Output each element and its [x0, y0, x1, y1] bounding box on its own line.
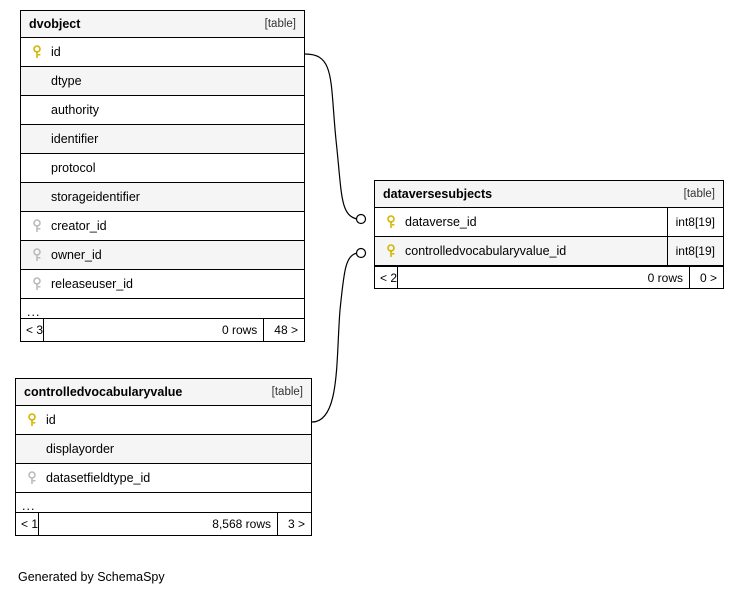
table-header: [375, 181, 723, 208]
column-name: storageidentifier: [51, 190, 140, 204]
row-count: 0 rows: [43, 319, 264, 341]
table-row[interactable]: [21, 125, 304, 154]
table-row[interactable]: [21, 212, 304, 241]
foreign-key-icon: [29, 219, 45, 233]
row-count: 0 rows: [397, 267, 690, 288]
row-count: 8,568 rows: [38, 513, 278, 535]
column-name: id: [46, 413, 56, 427]
table-type-tag: [table]: [271, 386, 303, 398]
more-columns-indicator: ...: [16, 493, 311, 513]
table-row[interactable]: [16, 406, 311, 435]
parent-relations-count[interactable]: < 3: [26, 323, 44, 337]
child-relations-count[interactable]: 3 >: [287, 517, 305, 531]
column-name: datasetfieldtype_id: [46, 471, 151, 485]
table-title: dataversesubjects: [383, 187, 493, 201]
column-type: int8[19]: [667, 208, 723, 236]
table-row[interactable]: [21, 183, 304, 212]
primary-key-icon: [383, 215, 399, 229]
table-title: dvobject: [29, 17, 81, 31]
table-header: [16, 379, 311, 406]
child-relations-count[interactable]: 48 >: [274, 323, 298, 337]
table-row[interactable]: [375, 237, 723, 266]
parent-relations-count[interactable]: < 1: [21, 517, 39, 531]
column-name: dtype: [51, 74, 82, 88]
column-name: id: [51, 45, 61, 59]
foreign-key-icon: [29, 248, 45, 262]
edge-controlledvocabularyvalue-dataversesubjects: [312, 253, 357, 422]
table-footer: [375, 266, 723, 288]
table-row[interactable]: [21, 96, 304, 125]
column-name: releaseuser_id: [51, 277, 133, 291]
primary-key-icon: [24, 413, 40, 427]
column-name: controlledvocabularyvalue_id: [405, 244, 567, 258]
table-footer: [16, 513, 311, 535]
table-row[interactable]: [375, 208, 723, 237]
edge-endpoint-circle: [357, 249, 366, 258]
diagram-caption: Generated by SchemaSpy: [18, 570, 165, 584]
column-name: dataverse_id: [405, 215, 477, 229]
parent-relations-count[interactable]: < 2: [380, 270, 398, 285]
column-type: int8[19]: [667, 237, 723, 265]
table-dataversesubjects[interactable]: [374, 180, 724, 289]
foreign-key-icon: [29, 277, 45, 291]
table-header: [21, 11, 304, 38]
table-type-tag: [table]: [264, 18, 296, 30]
foreign-key-icon: [24, 471, 40, 485]
table-title: controlledvocabularyvalue: [24, 385, 183, 399]
column-name: identifier: [51, 132, 99, 146]
column-name: displayorder: [46, 442, 115, 456]
table-row[interactable]: [16, 464, 311, 493]
primary-key-icon: [383, 244, 399, 258]
edge-endpoint-circle: [357, 215, 366, 224]
more-columns-indicator: ...: [21, 299, 304, 319]
child-relations-count[interactable]: 0 >: [699, 270, 717, 285]
column-name: creator_id: [51, 219, 107, 233]
table-row[interactable]: [21, 38, 304, 67]
table-type-tag: [table]: [683, 188, 715, 200]
table-row[interactable]: [16, 435, 311, 464]
column-name: owner_id: [51, 248, 102, 262]
table-footer: [21, 319, 304, 341]
table-dvobject[interactable]: [20, 10, 305, 342]
column-name: protocol: [51, 161, 96, 175]
table-row[interactable]: [21, 67, 304, 96]
table-controlledvocabularyvalue[interactable]: [15, 378, 312, 536]
column-name: authority: [51, 103, 99, 117]
table-row[interactable]: [21, 270, 304, 299]
table-row[interactable]: [21, 241, 304, 270]
edge-dvobject-dataversesubjects: [305, 54, 357, 219]
primary-key-icon: [29, 45, 45, 59]
table-row[interactable]: [21, 154, 304, 183]
